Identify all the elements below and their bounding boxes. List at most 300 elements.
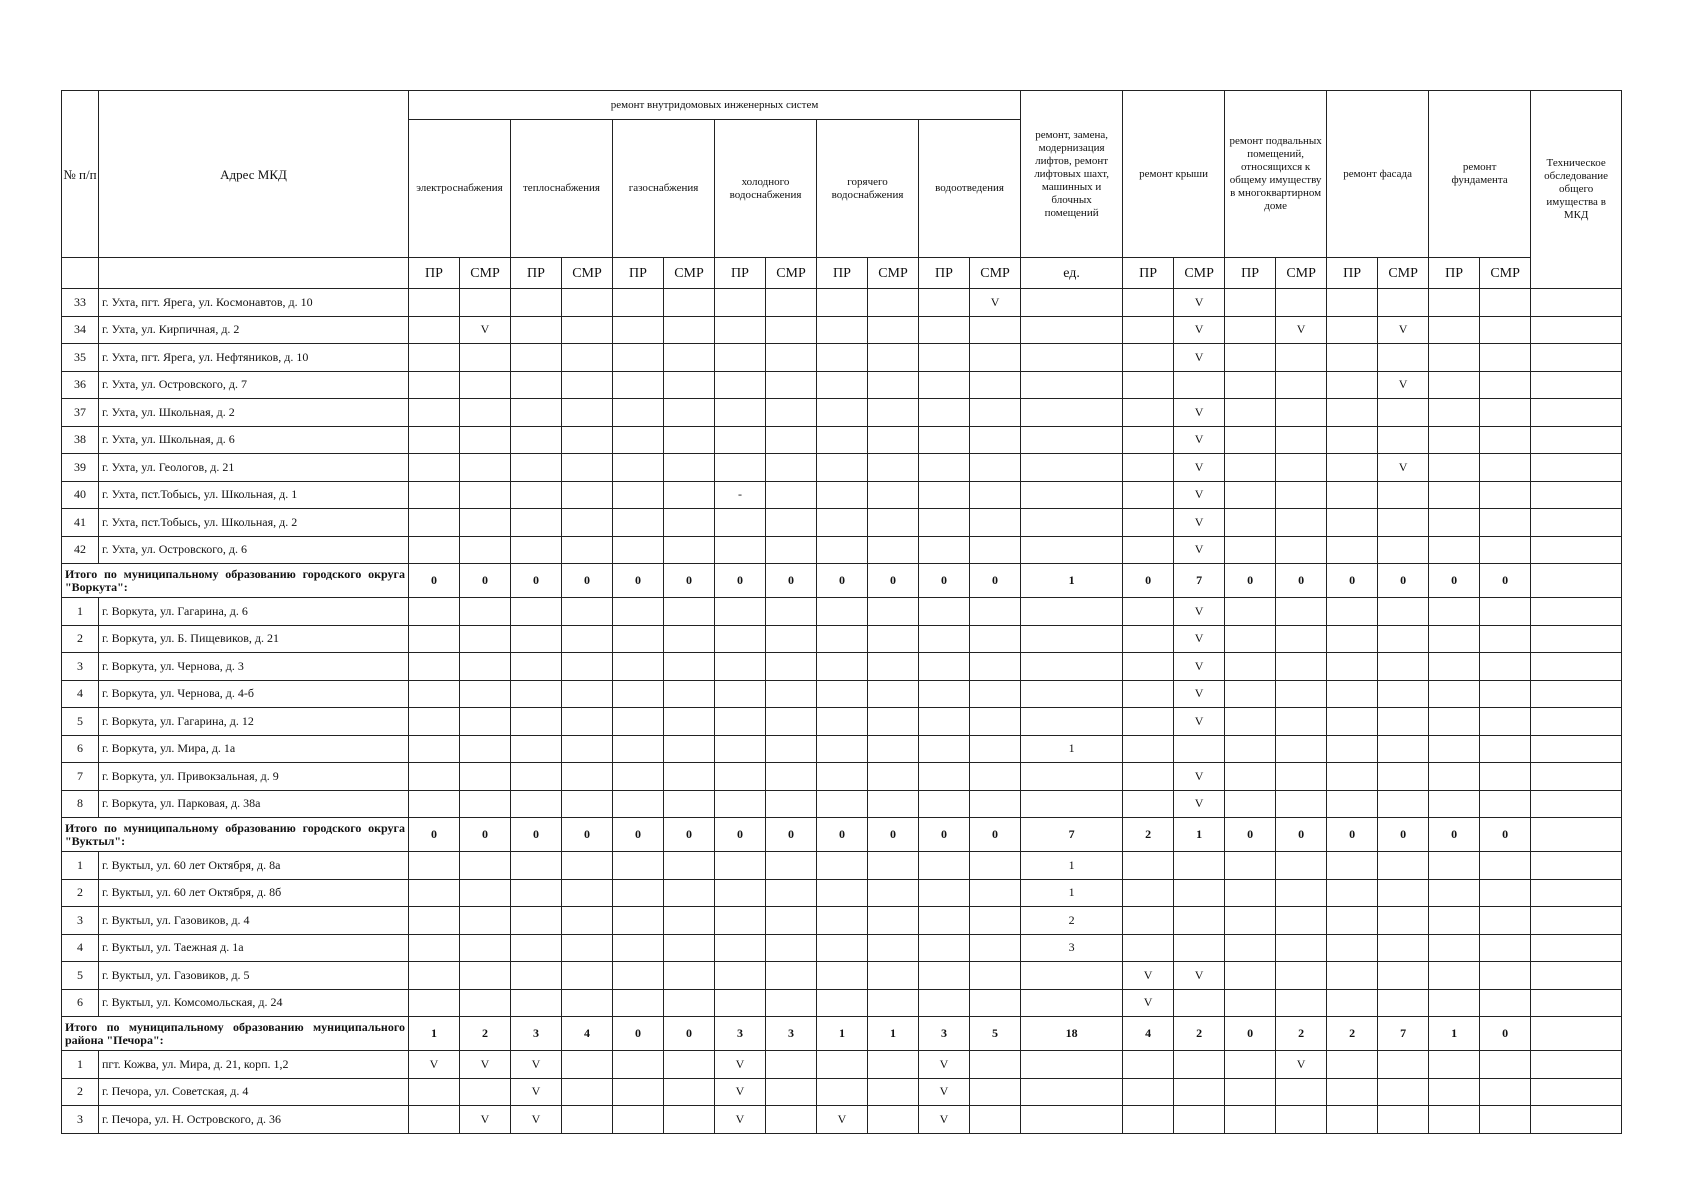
table-cell (868, 625, 919, 653)
table-cell (1327, 454, 1378, 482)
table-cell (511, 907, 562, 935)
row-address: г. Воркута, ул. Гагарина, д. 12 (99, 708, 409, 736)
table-cell: 1 (817, 1017, 868, 1051)
table-cell (817, 852, 868, 880)
table-cell (1378, 962, 1429, 990)
table-cell (1174, 852, 1225, 880)
table-cell (562, 371, 613, 399)
table-cell (1021, 962, 1123, 990)
table-cell: V (919, 1106, 970, 1134)
table-cell: V (460, 316, 511, 344)
table-cell (1480, 598, 1531, 626)
table-cell (766, 989, 817, 1017)
table-row (62, 989, 1622, 1017)
table-cell (868, 934, 919, 962)
table-cell (409, 680, 460, 708)
table-cell (970, 763, 1021, 791)
table-cell (409, 879, 460, 907)
table-cell (1276, 934, 1327, 962)
table-cell (409, 625, 460, 653)
table-cell (1429, 371, 1480, 399)
table-cell (1327, 598, 1378, 626)
table-cell (1429, 934, 1480, 962)
table-cell (1429, 598, 1480, 626)
table-cell (1480, 625, 1531, 653)
table-row (62, 454, 1622, 482)
table-cell (1531, 536, 1622, 564)
total-row (62, 818, 1622, 852)
subheader-smr: СМР (868, 258, 919, 289)
table-cell (868, 907, 919, 935)
table-cell: V (1174, 289, 1225, 317)
table-cell (817, 371, 868, 399)
table-cell (817, 1051, 868, 1079)
table-cell (766, 680, 817, 708)
table-cell (1480, 907, 1531, 935)
table-cell (868, 316, 919, 344)
table-cell (1531, 790, 1622, 818)
table-cell (1429, 735, 1480, 763)
table-cell (562, 344, 613, 372)
table-cell (1378, 426, 1429, 454)
table-cell (511, 454, 562, 482)
table-cell (409, 344, 460, 372)
table-cell (1276, 509, 1327, 537)
table-cell (868, 509, 919, 537)
table-cell (817, 289, 868, 317)
table-cell (1021, 399, 1123, 427)
table-cell (766, 790, 817, 818)
table-cell (715, 962, 766, 990)
table-cell (1123, 344, 1174, 372)
header-basement: ремонт подвальных помещений, относящихся к общему имуществу в многоквартирном доме (1225, 91, 1327, 258)
table-cell (1021, 371, 1123, 399)
table-cell: V (511, 1051, 562, 1079)
repair-plan-table (61, 90, 1622, 1134)
subheader-smr: СМР (1276, 258, 1327, 289)
table-cell (409, 371, 460, 399)
table-cell (1225, 763, 1276, 791)
table-cell (511, 316, 562, 344)
table-cell (817, 763, 868, 791)
total-row (62, 564, 1622, 598)
row-number: 3 (62, 907, 99, 935)
table-cell: V (1174, 790, 1225, 818)
table-cell (1021, 344, 1123, 372)
table-cell (1480, 790, 1531, 818)
table-cell (664, 371, 715, 399)
table-cell (715, 680, 766, 708)
table-cell (511, 763, 562, 791)
table-cell (1327, 934, 1378, 962)
row-address: г. Ухта, ул. Школьная, д. 2 (99, 399, 409, 427)
table-cell: 0 (817, 818, 868, 852)
subheader-pr: ПР (613, 258, 664, 289)
table-cell (1225, 316, 1276, 344)
table-cell: 0 (1480, 564, 1531, 598)
table-cell (970, 399, 1021, 427)
table-cell (919, 879, 970, 907)
table-cell (919, 790, 970, 818)
table-cell (1378, 763, 1429, 791)
table-cell: 1 (1021, 564, 1123, 598)
table-cell (817, 934, 868, 962)
table-cell (1123, 536, 1174, 564)
table-cell (1378, 1078, 1429, 1106)
table-cell (766, 316, 817, 344)
table-cell (664, 536, 715, 564)
table-cell (460, 399, 511, 427)
table-cell (613, 708, 664, 736)
table-cell (868, 344, 919, 372)
table-cell (1021, 680, 1123, 708)
table-cell (715, 653, 766, 681)
table-cell: V (1174, 653, 1225, 681)
table-cell (511, 371, 562, 399)
table-cell (664, 680, 715, 708)
table-cell (664, 989, 715, 1017)
table-cell: 7 (1021, 818, 1123, 852)
table-cell (1021, 625, 1123, 653)
table-cell (1225, 708, 1276, 736)
table-cell (1174, 1106, 1225, 1134)
table-cell (460, 907, 511, 935)
subheader-pr: ПР (715, 258, 766, 289)
table-cell (868, 454, 919, 482)
table-cell (1378, 1106, 1429, 1134)
table-cell (919, 653, 970, 681)
table-cell (460, 879, 511, 907)
table-cell (1021, 536, 1123, 564)
row-address: г. Ухта, пст.Тобысь, ул. Школьная, д. 2 (99, 509, 409, 537)
table-cell (766, 879, 817, 907)
table-cell (1123, 735, 1174, 763)
table-cell (1531, 1017, 1622, 1051)
table-cell: V (715, 1078, 766, 1106)
table-cell: 5 (970, 1017, 1021, 1051)
table-cell (1123, 934, 1174, 962)
table-cell (409, 289, 460, 317)
table-cell (1327, 790, 1378, 818)
row-number: 36 (62, 371, 99, 399)
table-cell (715, 907, 766, 935)
table-cell (460, 1078, 511, 1106)
table-cell (868, 536, 919, 564)
table-cell (1531, 1078, 1622, 1106)
table-cell (1021, 426, 1123, 454)
table-cell (715, 289, 766, 317)
table-row (62, 708, 1622, 736)
table-cell (1480, 481, 1531, 509)
table-cell (766, 481, 817, 509)
table-row (62, 536, 1622, 564)
table-cell (562, 790, 613, 818)
table-cell (460, 344, 511, 372)
table-cell (766, 454, 817, 482)
table-cell: 0 (868, 818, 919, 852)
table-cell: V (1174, 509, 1225, 537)
table-cell: V (1174, 625, 1225, 653)
table-cell (1021, 481, 1123, 509)
table-cell (562, 763, 613, 791)
subheader-pr: ПР (817, 258, 868, 289)
table-cell (715, 371, 766, 399)
table-cell (1276, 962, 1327, 990)
table-cell (1123, 1106, 1174, 1134)
table-row (62, 735, 1622, 763)
table-cell (1429, 454, 1480, 482)
table-cell (562, 962, 613, 990)
table-row (62, 625, 1622, 653)
table-cell (1174, 907, 1225, 935)
table-cell (511, 989, 562, 1017)
table-cell: V (1174, 399, 1225, 427)
table-cell (766, 625, 817, 653)
table-cell (1327, 625, 1378, 653)
table-cell (409, 509, 460, 537)
table-cell (1327, 316, 1378, 344)
table-cell (562, 481, 613, 509)
table-cell: 0 (1480, 1017, 1531, 1051)
table-cell (613, 289, 664, 317)
row-address: г. Вуктыл, ул. Газовиков, д. 5 (99, 962, 409, 990)
table-cell: V (409, 1051, 460, 1079)
table-cell (817, 735, 868, 763)
table-cell: V (1174, 481, 1225, 509)
table-cell (1021, 1078, 1123, 1106)
table-cell (919, 625, 970, 653)
table-cell (1378, 399, 1429, 427)
table-cell: 1 (1021, 852, 1123, 880)
table-cell (970, 371, 1021, 399)
table-cell: V (1174, 598, 1225, 626)
table-cell (1174, 735, 1225, 763)
table-cell (868, 735, 919, 763)
table-cell (613, 989, 664, 1017)
table-cell (1327, 879, 1378, 907)
table-cell (613, 852, 664, 880)
table-cell (409, 481, 460, 509)
table-row (62, 289, 1622, 317)
row-number: 8 (62, 790, 99, 818)
table-cell (1327, 852, 1378, 880)
table-cell (1327, 763, 1378, 791)
table-cell (715, 763, 766, 791)
table-cell (919, 316, 970, 344)
table-cell: V (1174, 316, 1225, 344)
header-inspection: Техническое обследование общего имущества в МКД (1531, 91, 1622, 289)
table-cell (1123, 907, 1174, 935)
table-cell (1531, 316, 1622, 344)
table-cell (1429, 625, 1480, 653)
table-cell (1429, 790, 1480, 818)
table-cell (1123, 879, 1174, 907)
table-cell (1327, 344, 1378, 372)
table-cell (1225, 1078, 1276, 1106)
table-cell (919, 371, 970, 399)
table-cell (1276, 1106, 1327, 1134)
table-cell (613, 790, 664, 818)
table-cell (1021, 989, 1123, 1017)
table-cell (664, 598, 715, 626)
table-cell (1429, 536, 1480, 564)
table-cell (970, 653, 1021, 681)
table-cell (1327, 735, 1378, 763)
table-cell (664, 481, 715, 509)
table-cell (613, 509, 664, 537)
table-cell (1327, 426, 1378, 454)
header-address: Адрес МКД (99, 91, 409, 258)
table-header (62, 91, 1622, 289)
table-cell (1123, 371, 1174, 399)
table-cell (1276, 680, 1327, 708)
table-cell (1531, 399, 1622, 427)
table-cell: 0 (613, 1017, 664, 1051)
table-cell (460, 598, 511, 626)
table-cell (1531, 907, 1622, 935)
table-cell (1276, 653, 1327, 681)
table-cell (1378, 735, 1429, 763)
table-cell (460, 790, 511, 818)
table-cell: 0 (1276, 818, 1327, 852)
table-cell (1225, 907, 1276, 935)
table-cell (409, 1106, 460, 1134)
table-cell (613, 934, 664, 962)
table-cell: 2 (1276, 1017, 1327, 1051)
table-cell (460, 481, 511, 509)
table-row (62, 1078, 1622, 1106)
table-cell (817, 790, 868, 818)
table-cell (715, 790, 766, 818)
row-number: 42 (62, 536, 99, 564)
table-cell (1225, 399, 1276, 427)
table-cell (817, 625, 868, 653)
table-cell (613, 763, 664, 791)
table-cell (511, 598, 562, 626)
row-address: г. Ухта, ул. Геологов, д. 21 (99, 454, 409, 482)
table-cell (1480, 1106, 1531, 1134)
table-cell (766, 653, 817, 681)
table-cell (919, 481, 970, 509)
table-cell (664, 708, 715, 736)
table-cell (1276, 625, 1327, 653)
table-cell (970, 1078, 1021, 1106)
total-label: Итого по муниципальному образованию городского округа "Воркута": (62, 564, 409, 598)
table-cell (1225, 989, 1276, 1017)
table-cell (868, 879, 919, 907)
table-cell (1225, 344, 1276, 372)
table-cell (1225, 790, 1276, 818)
subheader-smr: СМР (970, 258, 1021, 289)
table-cell (409, 536, 460, 564)
table-cell (1276, 735, 1327, 763)
table-cell (1531, 818, 1622, 852)
table-cell (1123, 790, 1174, 818)
table-cell (409, 989, 460, 1017)
table-cell (1480, 653, 1531, 681)
table-cell (970, 680, 1021, 708)
table-row (62, 907, 1622, 935)
table-cell (1123, 289, 1174, 317)
table-cell (817, 879, 868, 907)
table-cell (715, 989, 766, 1017)
table-cell: 0 (1123, 564, 1174, 598)
row-address: г. Ухта, ул. Островского, д. 6 (99, 536, 409, 564)
table-cell (970, 1106, 1021, 1134)
table-cell: - (715, 481, 766, 509)
table-cell: V (1276, 1051, 1327, 1079)
table-cell (1480, 879, 1531, 907)
table-cell (1378, 907, 1429, 935)
table-cell (1531, 735, 1622, 763)
table-cell (562, 316, 613, 344)
table-cell (1225, 426, 1276, 454)
table-cell (1531, 934, 1622, 962)
table-cell (1480, 1078, 1531, 1106)
row-address: г. Вуктыл, ул. 60 лет Октября, д. 8а (99, 852, 409, 880)
table-cell (1531, 625, 1622, 653)
table-cell (766, 708, 817, 736)
row-number: 2 (62, 625, 99, 653)
table-cell (1429, 1106, 1480, 1134)
subheader-blank (62, 258, 99, 289)
table-cell: V (1378, 316, 1429, 344)
row-address: г. Воркута, ул. Мира, д. 1а (99, 735, 409, 763)
table-cell (1327, 653, 1378, 681)
table-cell (970, 316, 1021, 344)
table-cell (1531, 708, 1622, 736)
row-address: г. Ухта, пгт. Ярега, ул. Нефтяников, д. 10 (99, 344, 409, 372)
table-row (62, 598, 1622, 626)
table-row (62, 962, 1622, 990)
table-cell: 0 (409, 564, 460, 598)
total-row (62, 1017, 1622, 1051)
table-cell (868, 763, 919, 791)
header-foundation: ремонт фундамента (1429, 91, 1531, 258)
table-cell (562, 653, 613, 681)
table-cell (715, 598, 766, 626)
table-cell: V (1174, 454, 1225, 482)
table-cell: 0 (562, 564, 613, 598)
table-cell (1276, 790, 1327, 818)
table-cell (664, 735, 715, 763)
table-cell (868, 598, 919, 626)
row-number: 6 (62, 989, 99, 1017)
table-cell: 7 (1378, 1017, 1429, 1051)
row-address: г. Воркута, ул. Б. Пищевиков, д. 21 (99, 625, 409, 653)
table-cell (1327, 399, 1378, 427)
table-cell (970, 879, 1021, 907)
table-cell (1225, 371, 1276, 399)
table-cell (1378, 344, 1429, 372)
row-number: 38 (62, 426, 99, 454)
header-num: № п/п (62, 91, 99, 258)
table-cell: 0 (1225, 564, 1276, 598)
table-cell (562, 934, 613, 962)
table-cell (715, 344, 766, 372)
table-cell (1480, 735, 1531, 763)
table-cell (1225, 625, 1276, 653)
table-body (62, 289, 1622, 1134)
table-cell (1378, 934, 1429, 962)
table-cell (511, 852, 562, 880)
table-cell (1225, 509, 1276, 537)
table-cell (868, 852, 919, 880)
table-cell (409, 852, 460, 880)
table-cell (511, 426, 562, 454)
table-cell: 1 (1429, 1017, 1480, 1051)
table-cell (1123, 454, 1174, 482)
